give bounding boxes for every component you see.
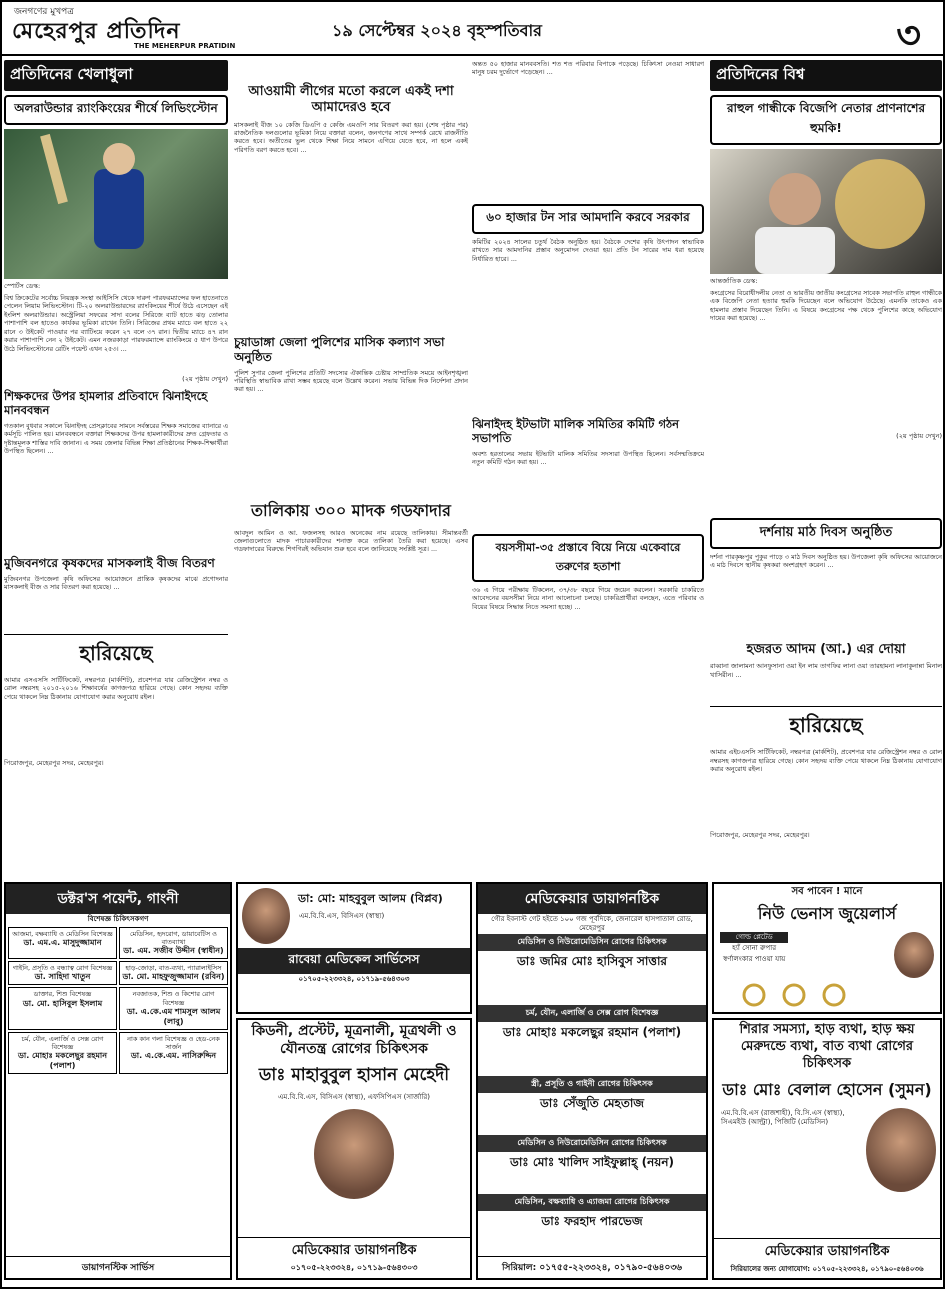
doctor-grid [6,925,230,1076]
specialty-band: স্ত্রী, প্রসূতি ও গাইনী রোগের চিকিৎসক [478,1076,706,1093]
article-body: বিশ্ব ক্রিকেটের সর্বোচ্চ নিয়ন্ত্রক সংস্থা আইসিসি থেকে দারুণ পারফরম্যান্সের ফল হাতেনাতে পেলেন লিয়াম লিভিংস্টোন। টি-২০ অলরাউন্ডারদের র‍্যাংকিংয়ের শীর্ষে উঠে এসেছেন এই ইংলিশ অলরাউন্ডার। অস্ট্রেলিয়া সফরের সাদা বলের সিরিজে ব্যাট হাতে ঝড় তোলার পাশাপাশি বল হাতেও কার্যকর ভূমিকা রাখেন তিনি। সিরিজের প্রথম ম্যাচে বল হাতে ২২ রানে ৩ উইকেট পাওয়ার পর ব্যাটিংয়ে করেন ২৭ বলে ৩৭ রান। দ্বিতীয় ম্যাচে ৪৭ রান করার পাশাপাশি নেন ২ উইকেট। এমন নজরকাড়া পারফরম্যান্সে র‍্যাংকিংয়ে ৫ ধাপ উপরে উঠে লিভিংস্টোনের রেটিং পয়েন্ট এখন ২৫৩। ... [4,294,228,353]
lost-notice-title: হারিয়েছে [789,713,863,738]
ad-medicare-diagnostic [476,882,708,1280]
article-headline: হজরত আদম (আ.) এর দোয়া [746,642,906,657]
article-headline: রাহুল গান্ধীকে বিজেপি নেতার প্রাণনাশের হুমকি! [710,95,942,145]
doctor-cell: গাইনি, প্রসূতি ও বন্ধ্যাত্ব রোগ বিশেষজ্ঞ ডা. সাহিদা খাতুন [8,961,117,985]
doctor-name: ডাঃ মোঃ খালিদ সাইফুল্লাহ্ (নয়ন) [510,1155,674,1170]
article-body: ৩৬ এ গিয়ে পরীক্ষায় টিকলেন, ৩৭/৩৮ বছরে গিয়ে জয়েন করলেন। সরকারি চাকরিতে আবেদনের বয়সসীমা নিয়ে নানা আলোচনা চলছে। চাকরিপ্রার্থীরা বলছেন, এতে পরিবার ও বিয়ের বিষয়ে সিদ্ধান্ত নিতে সমস্যা হচ্ছে। ... [472,585,704,611]
ad-doctors-point [4,882,232,1280]
article-body: অন্তত ৫০ হাজার মানববসতি। শত শত পরিবার বিপাকে পড়েছে। চিকিৎসা নেওয়া সাধারণ মানুষ চরম দুর্ভোগে পড়েছেন। ... [472,60,704,77]
ad-title: মেডিকেয়ার ডায়াগনষ্টিক [478,884,706,914]
article-headline: মুজিবনগরে কৃষকদের মাসকলাই বীজ বিতরণ [4,555,215,570]
politician-illustration [710,149,942,274]
national-column-2 [472,60,704,878]
doctor-degree: এম.বি.বি.এস, বিসিএস (স্বাস্থ্য) [299,912,385,920]
ad-tagline: সব পাবেন ! মানে [791,886,863,897]
article-body: পুলিশ সুপার জেলা পুলিশের প্রতিটি সদস্যের ঐকান্তিক চেষ্টায় সাম্প্রতিক সময়ে আইনশৃঙ্খলা পরিস্থিতি স্বাভাবিক রাখা সম্ভব হয়েছে বলে উল্লেখ করেন। সভায় বিভিন্ন দিক নির্দেশনা প্রদান করা হয়। ... [234,368,468,394]
article-byline: স্পোর্টস ডেস্ক: [4,282,41,290]
doctor-name: ডাঃ সেঁজুতি মেহতাজ [539,1096,645,1111]
cricketer-illustration [4,129,228,279]
specialty-band: চর্ম, যৌন, এলার্জি ও সেক্স রোগ বিশেষজ্ঞ [478,1005,706,1022]
doctor-photo [866,1108,936,1192]
ad-footer: ডায়াগনস্টিক সার্ভিস [6,1256,230,1278]
ad-rabeya-medical [236,882,472,1014]
jewellery-icon [714,980,934,1010]
section-header-sports: প্রতিদিনের খেলাধুলা [4,60,228,91]
article-headline: তালিকায় ৩০০ মাদক গডফাদার [251,500,451,520]
article-body: মাসকলাই বীজ ১০ কেজি ডিএপি ৫ কেজি এমওপি সার বিতরণ করা হয়। (শেষ পৃষ্ঠার পর) রাজনৈতিক দলগুলোর ভূমিকা নিয়ে বক্তারা বলেন, জনগণের সাথে সম্পর্ক রেখে রাজনীতি করতে হবে। অতীতের ভুল থেকে শিক্ষা নিয়ে সামনে এগিয়ে যেতে হবে, না হলে একই পরিণতি বরণ করতে হবে। ... [234,120,468,154]
article-body: রাব্বানা জালামনা আনফুসানা ওয়া ইন লাম তাগফির লানা ওয়া তারহামনা লানাকুনান্না মিনাল খাসিরীন। ... [710,662,942,679]
ad-orthopedic-doctor [712,1018,942,1280]
doctor-cell: আজমা, বক্ষব্যাধি ও মেডিসিন বিশেষজ্ঞ ডা. এম.এ. মাসুদুজ্জামান [8,927,117,959]
owner-photo [894,932,934,978]
doctor-cell: ডাক্তার, শিশু বিশেষজ্ঞ ডা. মো. হাসিবুল ইসলাম [8,987,117,1029]
newspaper-logo: মেহেরপুর প্রতিদিন [12,18,181,44]
doctor-name: ডাঃ মোহাঃ মকলেছুর রহমান (পলাশ) [502,1025,682,1040]
sports-column [4,60,228,878]
doctor-name: ডা: মো: মাহবুবুল আলম (বিপ্লব) [298,892,443,905]
article-body: কংগ্রেসের বিরোধীদলীয় নেতা ও ভারতীয় জাতীয় কংগ্রেসের সাবেক সভাপতি রাহুল গান্ধীকে এক বিজেপি নেতা হত্যার হুমকি দিয়েছেন বলে অভিযোগ উঠেছে। এমনকি তাকেও এক হামলার প্রস্তাব দিয়েছেন তিনি। এ বিষয়ে কংগ্রেসের পক্ষ থেকে পুলিশের কাছে অভিযোগ দায়ের করা হয়েছে। ... [710,289,942,323]
masthead [2,2,943,56]
ad-jewellers: সব পাবেন ! মানে নিউ ভেনাস জুয়েলার্স গোল্ড প্লেটেড হ্যাঁ সোনা রুপার স্বর্ণালংকার পাওয়া যায় [712,882,942,1014]
specialty-band: মেডিসিন ও নিউরোমেডিসিন রোগের চিকিৎসক [478,1135,706,1152]
ad-address: গৌর ইবনাস্ট গেট হইতে ১০০ গজ পূর্বদিকে, জেনারেল হাসপাতাল রোড, মেহেরপুর [491,915,693,933]
article-headline: শিক্ষকদের উপর হামলার প্রতিবাদে ঝিনাইদহে মানববন্ধন [4,389,208,418]
doctor-name: ডাঃ ফরহাদ পারভেজ [541,1214,643,1229]
article-body [710,444,942,514]
doctor-degree: এম.বি.বি.এস (রাজশাহী), বি.সি.এস (স্বাস্থ্য), সিএমইউ (আল্ট্রা), পিজিটি (মেডিসিন) [721,1108,845,1126]
article-headline: বয়সসীমা-৩৫ প্রস্তাবে বিয়ে নিয়ে একেবারে তরুণের হতাশা [472,534,704,582]
article-body: মুজিবনগর উপজেলা কৃষি অফিসের আয়োজনে প্রান্তিক কৃষকদের মাঝে প্রণোদনার মাসকলাই বীজ ও সার বিতরণ করা হয়েছে। ... [4,574,228,592]
article-body: দর্শনা পারকৃষ্ণপুর পুকুর পাড়ে ৩ মাঠ দিবস অনুষ্ঠিত হয়। উপজেলা কৃষি অফিসের আয়োজনে এ মাঠ দিবসে স্থানীয় কৃষকরা অংশগ্রহণ করেন। ... [710,553,942,570]
article-headline: দর্শনায় মাঠ দিবস অনুষ্ঠিত [710,518,942,549]
tagline: জনগণের মুখপত্র [14,7,74,17]
ad-footer: মেডিকেয়ার ডায়াগনষ্টিক ০১৭০৫-২২৩৩২৪, ০১৭১৯-৫৬৪৩০৩ [238,1237,470,1278]
section-header-world: প্রতিদিনের বিশ্ব [710,60,942,91]
article-headline: ঝিনাইদহ ইটভাটা মালিক সমিতির কমিটি গঠন সভাপতি [472,417,679,446]
article-headline: চুয়াডাঙ্গা জেলা পুলিশের মাসিক কল্যাণ সভা অনুষ্ঠিত [234,334,445,364]
continued-note: (২য় পৃষ্ঠায় দেখুন) [896,432,942,440]
advertisement-section [4,882,942,1282]
ad-urology-doctor [236,1018,472,1280]
doctor-photo [242,888,290,944]
issue-date: ১৯ সেপ্টেম্বর ২০২৪ বৃহস্পতিবার [332,21,542,40]
newspaper-logo-en: THE MEHERPUR PRATIDIN [134,42,236,50]
specialty-band: মেডিসিন ও নিউরোমেডিসিন রোগের চিকিৎসক [478,934,706,951]
lost-notice-title: হারিয়েছে [79,640,153,665]
national-column [234,60,468,878]
world-column [710,60,942,878]
specialty-band: মেডিসিন, বক্ষব্যাধি ও এ্যাজমা রোগের চিকিৎসক [478,1194,706,1211]
article-byline: আন্তর্জাতিক ডেস্ক: [710,277,758,285]
doctor-photo [314,1109,394,1199]
clinic-name: রাবেয়া মেডিকেল সার্ভিসেস [238,948,470,974]
divider [4,634,228,635]
ad-title: ডক্টর'স পয়েন্ট, গাংনী [6,884,230,914]
phone-number: ০১৭০৫-২২৩৩২৪, ০১৭১৯-৫৬৪৩০৩ [298,975,410,983]
article-body: অবশ্য হরতালের সভায় ইটভাটা মালিক সমিতির সদস্যরা উপস্থিত ছিলেন। সর্বসম্মতিক্রমে নতুন কমিটি গঠন করা হয়। ... [472,449,704,467]
article-headline: আওয়ামী লীগের মতো করলে একই দশা আমাদেরও হবে [248,84,454,116]
doctor-cell: মেডিসিন, হৃদরোগ, ডায়াবেটিস ও বাতব্যাথা ডা. এম. সজীব উদ্দীন (স্বাধীন) [119,927,228,959]
ad-topic: শিরার সমস্যা, হাড় ব্যথা, হাড় ক্ষয় মেরুদন্ডে ব্যথা, বাত ব্যথা রোগের চিকিৎসক [739,1022,915,1071]
article-body: কমিটির ২০২৪ সালের চতুর্থ বৈঠক অনুষ্ঠিত হয়। বৈঠকে দেশের কৃষি উৎপাদন স্বাভাবিক রাখতে সার আমদানির প্রস্তাব অনুমোদন দেওয়া হয়। প্রতি টন সারের দাম ধরা হয়েছে নির্ধারিত হারে। ... [472,238,704,263]
phone-number: সিরিয়াল: ০১৭৫৫-২২৩৩২৪, ০১৭৯০-৫৬৪০৩৬ [478,1256,706,1278]
ad-topic: কিডনী, প্রস্টেট, মূত্রনালী, মূত্রথলী ও যৌনতন্ত্র রোগের চিকিৎসক [251,1023,457,1058]
doctor-name: ডাঃ মোঃ বেলাল হোসেন (সুমন) [722,1079,932,1099]
article-headline: ৬০ হাজার টন সার আমদানি করবে সরকার [472,204,704,234]
shop-name: নিউ ভেনাস জুয়েলার্স [757,904,897,923]
cricketer-photo [4,129,228,279]
article-body: গতকাল বুধবার সকালে ঝিনাইদহ প্রেসক্লাবের সামনে সর্বস্তরের শিক্ষক সমাজের ব্যানারে এ কর্মসূচি পালিত হয়। মানববন্ধনে বক্তারা শিক্ষকদের উপর হামলাকারীদের দ্রুত গ্রেফতার ও দৃষ্টান্তমূলক শাস্তির দাবি জানান। এ সময় জেলার বিভিন্ন শিক্ষা প্রতিষ্ঠানের শিক্ষক-শিক্ষার্থীরা উপস্থিত ছিলেন। ... [4,421,228,456]
doctor-cell: নবজাতক, শিশু ও কিশোর রোগ বিশেষজ্ঞ ডা. এ.কে.এম শামসুল আলম (লাবু) [119,987,228,1029]
doctor-cell: নাক কান গলা বিশেষজ্ঞ ও হেড-নেক সার্জন ডা. এ.কে.এম. নাসিরুদ্দিন [119,1032,228,1074]
lost-notice-body: আমার এইচএসসি সার্টিফিকেট, নম্বরপত্র (মার্কশিট), প্রবেশপত্র যার রেজিস্ট্রেশন নম্বর ও রোল নম্বরসহ কাগজপত্র হারিয়ে গেছে। কোন সহৃদয় ব্যক্তি পেয়ে থাকলে নিম্ন ঠিকানায় যোগাযোগ করার অনুরোধ রইল। [710,748,942,774]
article-headline: অলরাউন্ডার র‍্যাংকিংয়ের শীর্ষে লিভিংস্টোন [4,95,228,125]
doctor-name: ডাঃ মাহাবুবুল হাসান মেহেদী [258,1065,450,1086]
continued-note: (২য় পৃষ্ঠায় দেখুন) [182,375,228,383]
lost-notice-contact: পিরোজপুর, মেহেরপুর সদর, মেহেরপুর। [710,831,810,840]
ad-subtitle: বিশেষজ্ঞ চিকিৎসকগণ [87,915,149,923]
ad-footer: মেডিকেয়ার ডায়াগনষ্টিক সিরিয়ালের জন্য যোগাযোগ: ০১৭০৫-২২৩৩২৪, ০১৭৯০-৫৬৪০৩৬ [714,1238,940,1278]
article-body: আবদুল আমিন ও আ. ফজলসহ আরও অনেকের নাম রয়েছে তালিকায়। সীমান্তবর্তী জেলাগুলোতে মাদক পাচারকারীদের শনাক্ত করে তালিকা তৈরি করা হয়েছে। এসব গডফাদারের বিরুদ্ধে শিগগিরই অভিযান শুরু হবে বলে জানিয়েছে সংশ্লিষ্ট সূত্র। ... [234,528,468,554]
doctor-cell: হাড়-জোড়া, বাত-ব্যথা, প্যারালাইসিস ডা. মো. মাহফুজুজ্জামান (রবিন) [119,961,228,985]
divider [710,706,942,707]
lost-notice-contact: পিরোজপুর, মেহেরপুর সদর, মেহেরপুর। [4,758,104,767]
doctor-cell: চর্ম, যৌন, এলার্জি ও সেক্স রোগ বিশেষজ্ঞ ডা. মোহাঃ মকলেছুর রহমান (পলাশ) [8,1032,117,1074]
lost-notice-body: আমার এসএসসি সার্টিফিকেট, নম্বরপত্র (মার্কশিট), প্রবেশপত্র যার রেজিস্ট্রেশন নম্বর ও রোল নম্বরসহ ২০১৫-২০১৬ শিক্ষাবর্ষের কাগজপত্র হারিয়ে গেছে। কোন সহৃদয় ব্যক্তি পেয়ে থাকলে নিম্ন ঠিকানায় যোগাযোগ করার অনুরোধ রইল। [4,675,228,701]
page-number: ৩ [896,12,921,57]
doctor-degree: এম.বি.বি.এস, বিসিএস (স্বাস্থ্য), এফসিপিএস (সার্জারি) [278,1093,430,1102]
doctor-name: ডাঃ জমির মোঃ হাসিবুস সাত্তার [516,954,668,969]
article-body [234,60,468,80]
politician-photo [710,149,942,274]
